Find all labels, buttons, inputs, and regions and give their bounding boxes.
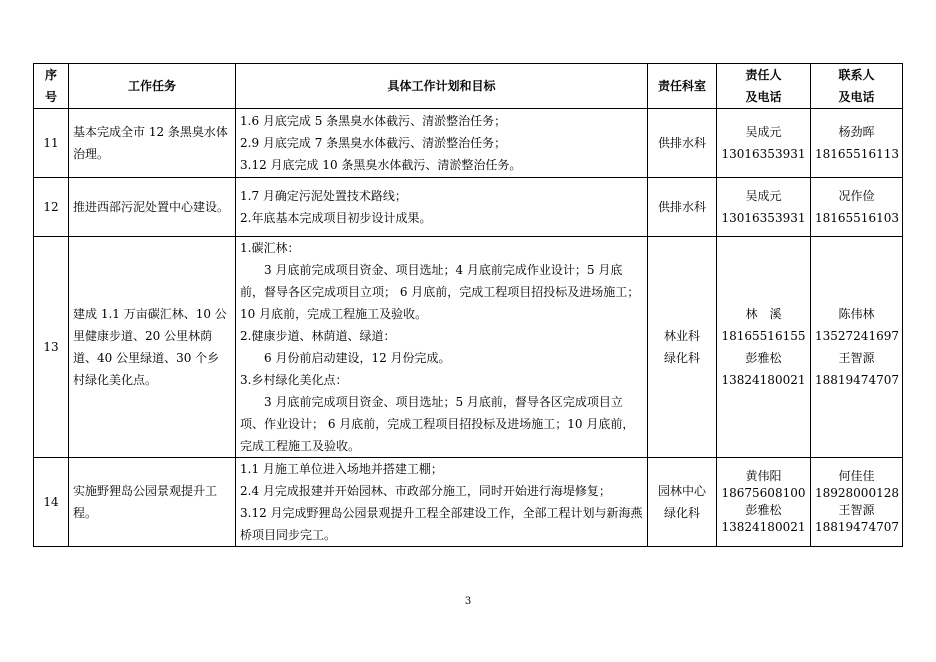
page-number: 3 [464, 596, 472, 607]
row-responsible: 黄伟阳 18675608100 彭雅松 13824180021 [717, 458, 811, 547]
row-plan: 1.7 月确定污泥处置技术路线； 2.年底基本完成项目初步设计成果。 [236, 178, 648, 237]
row-contact: 杨劲晖 18165516113 [811, 109, 903, 178]
header-plan: 具体工作计划和目标 [236, 64, 648, 109]
row-task: 基本完成全市 12 条黑臭水体治理。 [69, 109, 236, 178]
row-seq: 11 [34, 109, 69, 178]
header-row [34, 64, 903, 109]
row-dept: 园林中心 绿化科 [648, 458, 717, 547]
row-task: 建成 1.1 万亩碳汇林、10 公里健康步道、20 公里林荫道、40 公里绿道、30 个乡村绿化美化点。 [69, 237, 236, 458]
row-dept: 供排水科 [648, 109, 717, 178]
row-contact: 况作俭 18165516103 [811, 178, 903, 237]
table-row [34, 458, 903, 547]
row-contact: 何佳佳 18928000128 王智源 18819474707 [811, 458, 903, 547]
work-task-table [33, 63, 903, 547]
header-responsible: 责任人 及电话 [717, 64, 811, 109]
row-task: 实施野狸岛公园景观提升工程。 [69, 458, 236, 547]
row-responsible: 吴成元 13016353931 [717, 109, 811, 178]
row-contact: 陈伟林 13527241697 王智源 18819474707 [811, 237, 903, 458]
row-seq: 14 [34, 458, 69, 547]
header-seq: 序 号 [34, 64, 69, 109]
header-task: 工作任务 [69, 64, 236, 109]
table-row [34, 109, 903, 178]
header-contact: 联系人 及电话 [811, 64, 903, 109]
row-plan: 1.6 月底完成 5 条黑臭水体截污、清淤整治任务； 2.9 月底完成 7 条黑臭水体截污、清淤整治任务； 3.12 月底完成 10 条黑臭水体截污、清淤整治任务。 [236, 109, 648, 178]
row-responsible: 吴成元 13016353931 [717, 178, 811, 237]
table-row [34, 178, 903, 237]
table-row [34, 237, 903, 458]
row-dept: 林业科 绿化科 [648, 237, 717, 458]
row-task: 推进西部污泥处置中心建设。 [69, 178, 236, 237]
header-dept: 责任科室 [648, 64, 717, 109]
row-plan: 1.1 月施工单位进入场地并搭建工棚； 2.4 月完成报建并开始园林、市政部分施工，同时开始进行海堤修复； 3.12 月完成野狸岛公园景观提升工程全部建设工作，全部工程计划与新海燕桥项目同步完工。 [236, 458, 648, 547]
row-seq: 12 [34, 178, 69, 237]
row-plan: 1.碳汇林： 3 月底前完成项目资金、项目选址；4 月底前完成作业设计；5 月底前，督导各区完成项目立项； 6 月底前，完成工程项目招投标及进场施工；10 月底前，完成工程施工及验收。 2.健康步道、林荫道、绿道： 6 月份前启动建设，12 月份完成。 3.乡村绿化美化点： 3 月底前完成项目资金、项目选址；5 月底前，督导各区完成项目立项、作业设计； 6 月底前，完成工程项目招投标及进场施工；10 月底前，完成工程施工及验收。 [236, 237, 648, 458]
row-responsible: 林 溪 18165516155 彭雅松 13824180021 [717, 237, 811, 458]
row-seq: 13 [34, 237, 69, 458]
row-dept: 供排水科 [648, 178, 717, 237]
